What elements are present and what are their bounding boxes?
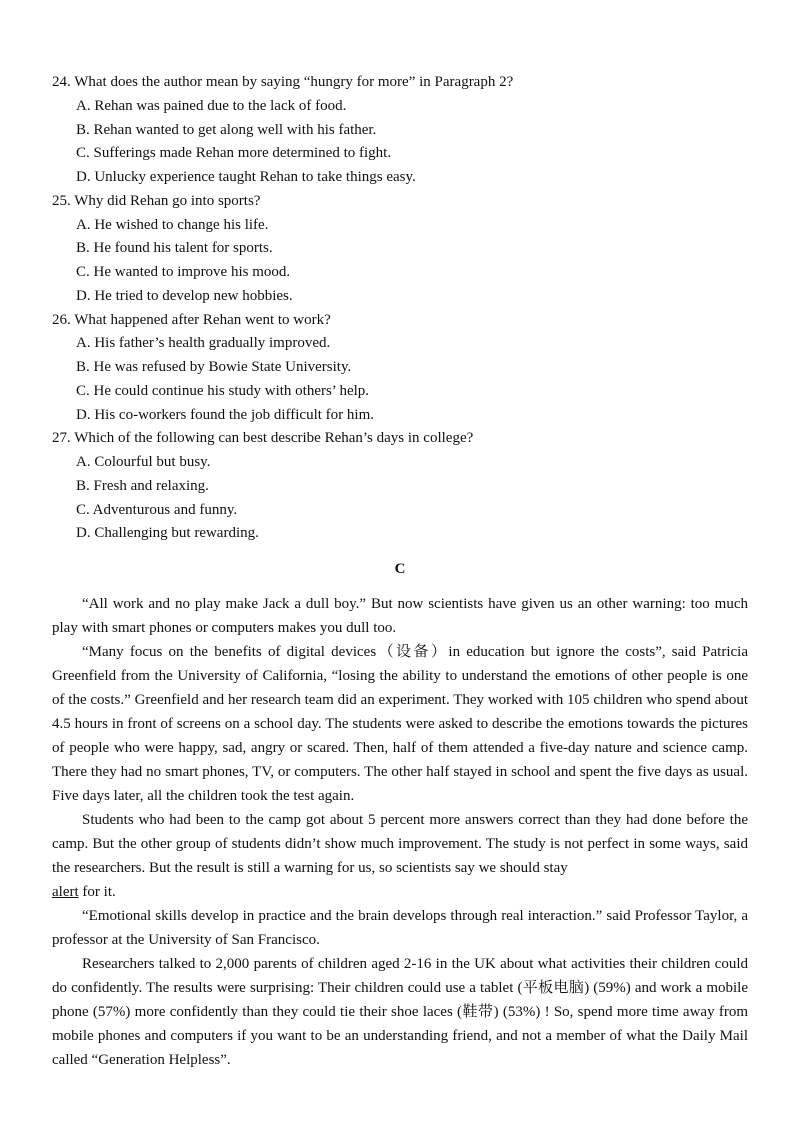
question-27 (52, 427, 752, 546)
question-24 (52, 71, 752, 190)
question-stem: 24. What does the author mean by saying “hungry for more” in Paragraph 2? (52, 74, 514, 90)
option-a: A. Colourful but busy. (76, 454, 211, 470)
paragraph-1: “All work and no play make Jack a dull boy.” But now scientists have given us an other warning: too much play with smart phones or computers makes you dull too. (52, 596, 748, 636)
paragraph-3-tail: for it. (82, 884, 116, 900)
question-list (52, 71, 752, 546)
option-d: D. His co-workers found the job difficult for him. (76, 406, 375, 423)
underlined-word: alert (52, 884, 79, 900)
option-c: C. He wanted to improve his mood. (76, 264, 291, 280)
option-b: B. Fresh and relaxing. (76, 477, 209, 494)
option-b: B. Rehan wanted to get along well with his father. (76, 121, 377, 138)
paragraph-4: “Emotional skills develop in practice and the brain develops through real interaction.” said Professor Taylor, a professor at the University of San Francisco. (52, 908, 748, 948)
option-d: D. Unlucky experience taught Rehan to take things easy. (76, 169, 416, 185)
option-c: C. Adventurous and funny. (76, 501, 238, 518)
question-stem: 26. What happened after Rehan went to work? (52, 311, 331, 328)
option-d: D. He tried to develop new hobbies. (76, 287, 293, 304)
paragraph-2: “Many focus on the benefits of digital devices（设备）in education but ignore the costs”, said Patricia Greenfield from the University of California, “losing the ability to understand the emotions of other people is one of the costs.” Greenfield and her research team did an experiment. They worked with 105 children who spend about 4.5 hours in front of screens on a school day. The students were asked to describe the emotions towards the pictures of people who were happy, sad, angry or scared. Then, half of them attended a five-day nature and science camp. There they had no smart phones, TV, or computers. The other half stayed in school and spent the five days as usual. Five days later, all the children took the test again. (52, 644, 748, 804)
option-c: C. He could continue his study with others’ help. (76, 382, 370, 399)
option-b: B. He found his talent for sports. (76, 240, 273, 257)
question-26 (52, 309, 752, 428)
reading-passage (52, 592, 748, 1072)
question-25 (52, 190, 752, 309)
option-a: A. His father’s health gradually improved. (76, 335, 331, 352)
option-c: C. Sufferings made Rehan more determined to fight. (76, 145, 392, 162)
paragraph-3 (52, 808, 748, 904)
paragraph-5: Researchers talked to 2,000 parents of children aged 2-16 in the UK about what activities their children could do confidently. The results were surprising: Their children could use a tablet (平板电脑) (59%) and work a mobile phone (57%) more confidently than they could tie their shoe laces (鞋带) (53%) ! So, spend more time away from mobile phones and computers if you want to be an understanding friend, and not a member of what the Daily Mail called “Generation Helpless”. (52, 956, 748, 1068)
option-b: B. He was refused by Bowie State University. (76, 359, 352, 375)
option-d: D. Challenging but rewarding. (76, 525, 259, 542)
option-a: A. He wished to change his life. (76, 216, 269, 233)
option-a: A. Rehan was pained due to the lack of food. (76, 97, 347, 114)
paragraph-3-text: Students who had been to the camp got about 5 percent more answers correct than they had done before the camp. But the other group of students didn’t show much improvement. The study is not perfect in some ways, said the researchers. But the result is still a warning for us, so scientists say we should stay (52, 812, 748, 876)
question-stem: 27. Which of the following can best describe Rehan’s days in college? (52, 430, 474, 447)
question-stem: 25. Why did Rehan go into sports? (52, 192, 261, 209)
section-title: C (394, 561, 406, 577)
